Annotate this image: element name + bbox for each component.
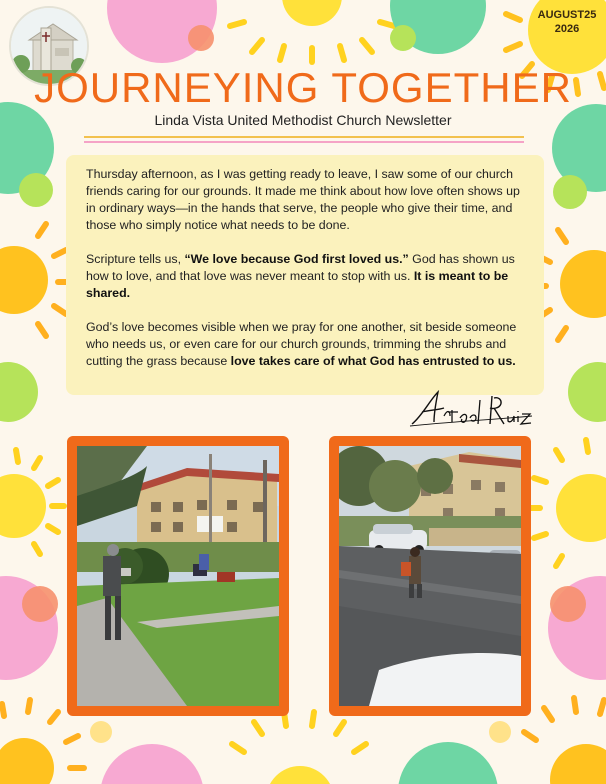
newsletter-title: JOURNEYING TOGETHER bbox=[34, 64, 572, 111]
letter-paragraph-1: Thursday afternoon, as I was getting ready to leave, I saw some of our church friends caring for our grounds. It made me think about how love often shows up in ordinary ways—in the hands that serve, the people who give their time, and those who simply notice what needs to be done. bbox=[86, 167, 520, 232]
photo-lawn-care bbox=[67, 436, 289, 716]
issue-date: AUGUST25 2026 bbox=[537, 9, 597, 35]
divider-gold bbox=[84, 136, 524, 138]
signature bbox=[408, 386, 538, 430]
pastor-letter bbox=[66, 155, 544, 395]
divider-pink bbox=[84, 141, 524, 143]
letter-emphasis: It is meant to be shared. bbox=[86, 269, 509, 300]
letter-paragraph-2: Scripture tells us, “We love because God first loved us.” God has shown us how to love, and that love was never meant to stop with us. It is meant to be shared. bbox=[86, 252, 515, 300]
letter-closing-emphasis: love takes care of what God has entrusted to us. bbox=[230, 354, 516, 368]
newsletter-subtitle: Linda Vista United Methodist Church Newsletter bbox=[154, 112, 452, 128]
letter-paragraph-3: God’s love becomes visible when we pray for one another, sit beside someone who needs us, or even care for our church grounds, trimming the shrubs and cutting the grass because love takes care of what God has entrusted to us. bbox=[86, 320, 517, 368]
photo-leaf-blower bbox=[329, 436, 531, 716]
scripture-quote: “We love because God first loved us.” bbox=[184, 252, 409, 266]
